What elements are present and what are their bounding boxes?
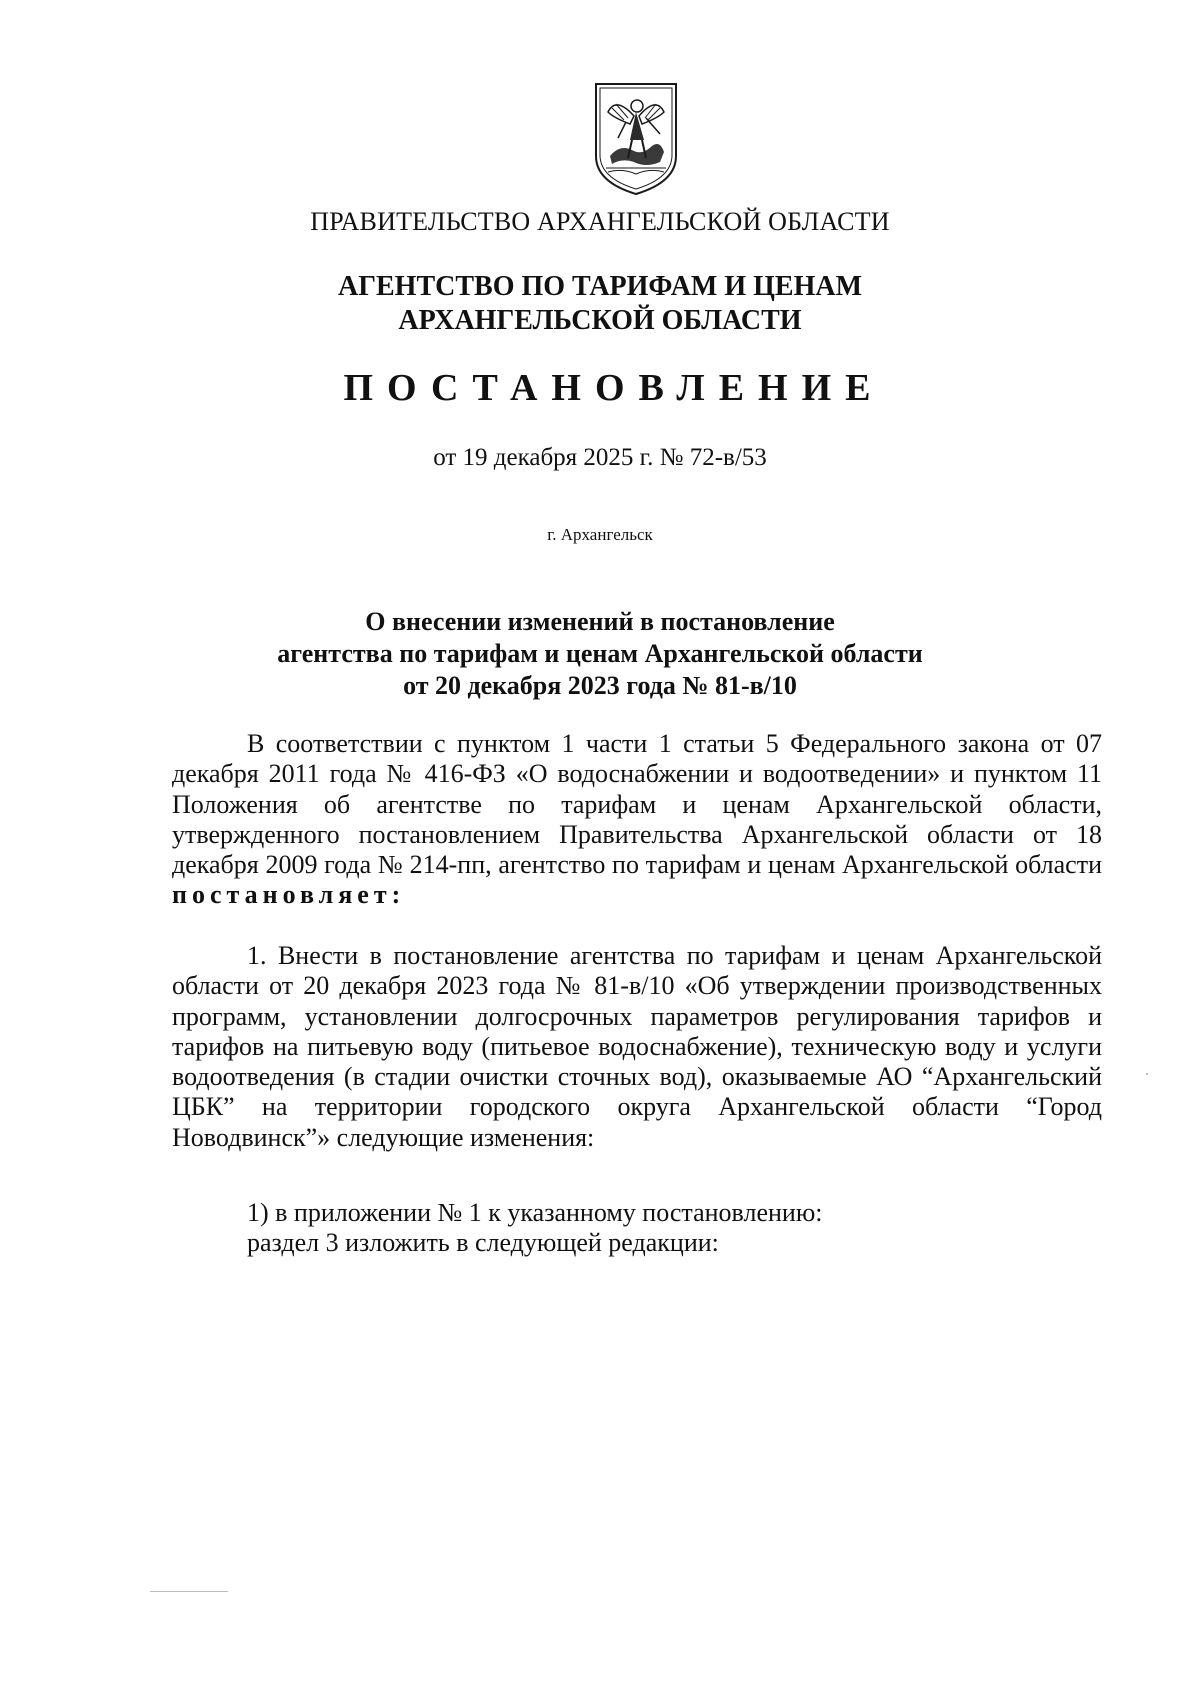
subject-line3: от 20 декабря 2023 года № 81-в/10 [403,671,797,700]
government-name: ПРАВИТЕЛЬСТВО АРХАНГЕЛЬСКОЙ ОБЛАСТИ [310,207,890,236]
document-date-number: от 19 декабря 2025 г. № 72-в/53 [433,444,767,471]
scan-artifact [150,1591,228,1592]
subject-line1: О внесении изменений в постановление [365,607,835,636]
decree-word: постановляет: [172,880,406,910]
document-city: г. Архангельск [547,525,653,544]
preamble-paragraph [172,729,1102,911]
instruction-paragraph: раздел 3 изложить в следующей редакции: [247,1228,719,1257]
item-1-paragraph: 1. Внести в постановление агентства по тарифам и ценам Архангельской области от 20 декабря 2023 года № 81-в/10 «Об утверждении производственных программ, установлении долгосрочных параметров регулирования тарифов и тарифов на питьевую воду (питьевое водоснабжение), техническую воду и услуги водоотведения (в стадии очистки сточных вод), оказываемые АО “Архангельский ЦБК” на территории городского округа Архангельской области “Город Новодвинск”» следующие изменения: [172,941,1102,1152]
agency-name-line1: АГЕНТСТВО ПО ТАРИФАМ И ЦЕНАМ [337,271,863,302]
scan-artifact [1146,1073,1148,1075]
agency-name-line2: АРХАНГЕЛЬСКОЙ ОБЛАСТИ [398,305,802,336]
subject-line2: агентства по тарифам и ценам Архангельской области [277,639,923,668]
subitem-1-paragraph: 1) в приложении № 1 к указанному постановлению: [247,1198,823,1227]
preamble-text: В соответствии с пунктом 1 части 1 статьи 5 Федерального закона от 07 декабря 2011 года № 416-ФЗ «О водоснабжении и водоотведении» и пунктом 11 Положения об агентстве по тарифам и ценам Архангельской области, утвержденного постановлением Правительства Архангельской области от 18 декабря 2009 года № 214-пп, агентство по тарифам и ценам Архангельской области [172,729,1102,880]
coat-of-arms-icon [590,78,682,198]
document-type-title: ПОСТАНОВЛЕНИЕ [343,367,885,409]
